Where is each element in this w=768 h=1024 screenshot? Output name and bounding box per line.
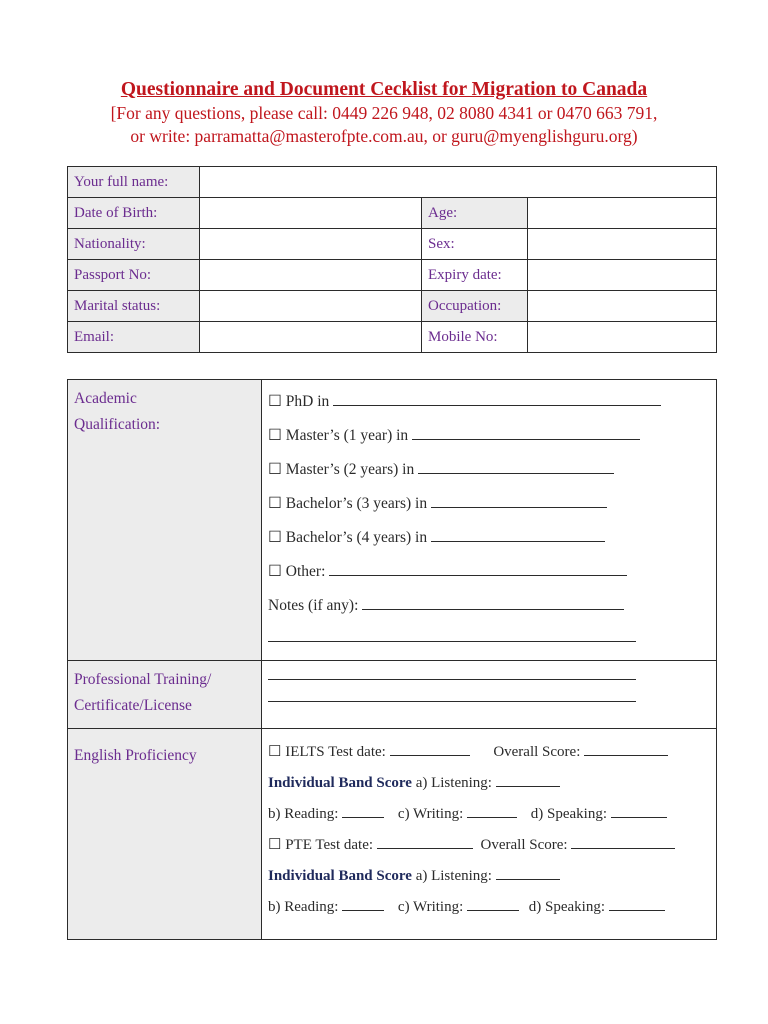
checkbox-icon[interactable]: ☐: [268, 427, 282, 444]
english-options-cell: [262, 729, 717, 940]
passport-field[interactable]: [200, 260, 422, 291]
pte-skills-row: [268, 896, 710, 918]
email-label: Email:: [68, 322, 200, 353]
ielts-band-row: [268, 772, 710, 794]
pte-speaking-label: d) Speaking:: [528, 899, 606, 915]
masters1-blank[interactable]: [412, 426, 640, 440]
table-row: [68, 229, 717, 260]
masters2-option[interactable]: [268, 458, 710, 482]
pte-reading-label: b) Reading:: [268, 899, 339, 915]
ielts-speaking-label: d) Speaking:: [530, 806, 608, 822]
academic-label-cell: [68, 380, 262, 661]
ielts-reading-blank[interactable]: [342, 804, 384, 818]
ielts-writing-blank[interactable]: [467, 804, 517, 818]
ielts-listening-label: a) Listening:: [415, 775, 492, 791]
age-label: Age:: [422, 198, 528, 229]
pte-date-label: PTE Test date:: [285, 837, 374, 853]
ielts-speaking-blank[interactable]: [611, 804, 667, 818]
notes-label: Notes (if any):: [268, 597, 359, 614]
document-title: Questionnaire and Document Cecklist for Migration to Canada: [120, 79, 648, 100]
marital-field[interactable]: [200, 291, 422, 322]
ielts-reading-label: b) Reading:: [268, 806, 339, 822]
nationality-field[interactable]: [200, 229, 422, 260]
other-option[interactable]: [268, 560, 710, 584]
phd-option[interactable]: [268, 390, 710, 414]
ielts-writing-label: c) Writing:: [397, 806, 464, 822]
checkbox-icon[interactable]: ☐: [268, 495, 282, 512]
mobile-field[interactable]: [528, 322, 717, 353]
notes-row: [268, 594, 710, 618]
ielts-band-label: Individual Band Score: [268, 775, 412, 791]
dob-field[interactable]: [200, 198, 422, 229]
english-label: English Proficiency: [74, 747, 197, 764]
pte-overall-label: Overall Score:: [480, 837, 568, 853]
training-options-cell: [262, 661, 717, 729]
full-name-label: Your full name:: [68, 167, 200, 198]
phd-blank[interactable]: [333, 392, 661, 406]
occupation-label: Occupation:: [422, 291, 528, 322]
training-line-2: [268, 687, 710, 709]
checkbox-icon[interactable]: ☐: [268, 837, 282, 853]
pte-reading-blank[interactable]: [342, 897, 384, 911]
masters1-label: Master’s (1 year) in: [285, 427, 409, 444]
ielts-date-label: IELTS Test date:: [285, 744, 386, 760]
mobile-label: Mobile No:: [422, 322, 528, 353]
other-blank[interactable]: [329, 562, 627, 576]
bachelors4-option[interactable]: [268, 526, 710, 550]
qualifications-table: [67, 379, 717, 940]
pte-speaking-blank[interactable]: [609, 897, 665, 911]
table-row: [68, 291, 717, 322]
checkbox-icon[interactable]: ☐: [268, 529, 282, 546]
pte-writing-blank[interactable]: [467, 897, 519, 911]
bachelors4-label: Bachelor’s (4 years) in: [285, 529, 428, 546]
pte-listening-blank[interactable]: [496, 866, 560, 880]
pte-date-blank[interactable]: [377, 835, 473, 849]
sex-label: Sex:: [422, 229, 528, 260]
occupation-field[interactable]: [528, 291, 717, 322]
checkbox-icon[interactable]: ☐: [268, 393, 282, 410]
training-label-line2: Certificate/License: [74, 697, 192, 714]
academic-options-cell: [262, 380, 717, 661]
ielts-date-blank[interactable]: [390, 742, 470, 756]
pte-writing-label: c) Writing:: [397, 899, 464, 915]
contact-email-line: or write: parramatta@masterofpte.com.au, or guru@myenglishguru.org): [130, 126, 638, 146]
table-row: [68, 260, 717, 291]
personal-details-table: [67, 166, 717, 353]
ielts-skills-row: [268, 803, 710, 825]
pte-band-label: Individual Band Score: [268, 868, 412, 884]
document-header: [0, 78, 768, 148]
table-row: [68, 729, 717, 940]
pte-row[interactable]: [268, 834, 710, 856]
full-name-field[interactable]: [200, 167, 717, 198]
ielts-overall-label: Overall Score:: [493, 744, 581, 760]
bachelors4-blank[interactable]: [431, 528, 605, 542]
notes-blank-2[interactable]: [268, 628, 636, 642]
email-field[interactable]: [200, 322, 422, 353]
phd-label: PhD in: [285, 393, 330, 410]
table-row: [68, 198, 717, 229]
sex-field[interactable]: [528, 229, 717, 260]
masters2-label: Master’s (2 years) in: [285, 461, 415, 478]
table-row: [68, 380, 717, 661]
training-blank-2[interactable]: [268, 688, 636, 702]
training-label-line1: Professional Training/: [74, 671, 212, 688]
bachelors3-blank[interactable]: [431, 494, 607, 508]
english-label-cell: [68, 729, 262, 940]
expiry-label: Expiry date:: [422, 260, 528, 291]
ielts-listening-blank[interactable]: [496, 773, 560, 787]
pte-overall-blank[interactable]: [571, 835, 675, 849]
checkbox-icon[interactable]: ☐: [268, 563, 282, 580]
ielts-row[interactable]: [268, 741, 710, 763]
training-blank-1[interactable]: [268, 666, 636, 680]
table-row: [68, 661, 717, 729]
notes-extra-row: [268, 626, 710, 650]
training-label-cell: [68, 661, 262, 729]
expiry-field[interactable]: [528, 260, 717, 291]
pte-listening-label: a) Listening:: [415, 868, 492, 884]
masters1-option[interactable]: [268, 424, 710, 448]
notes-blank[interactable]: [362, 596, 624, 610]
bachelors3-label: Bachelor’s (3 years) in: [285, 495, 428, 512]
table-row: [68, 167, 717, 198]
other-label: Other:: [285, 563, 326, 580]
table-row: [68, 322, 717, 353]
bachelors3-option[interactable]: [268, 492, 710, 516]
pte-band-row: [268, 865, 710, 887]
masters2-blank[interactable]: [418, 460, 614, 474]
academic-label-line1: Academic: [74, 390, 137, 407]
passport-label: Passport No:: [68, 260, 200, 291]
marital-label: Marital status:: [68, 291, 200, 322]
checkbox-icon[interactable]: ☐: [268, 461, 282, 478]
dob-label: Date of Birth:: [68, 198, 200, 229]
nationality-label: Nationality:: [68, 229, 200, 260]
ielts-overall-blank[interactable]: [584, 742, 668, 756]
training-line-1: [268, 665, 710, 687]
academic-label-line2: Qualification:: [74, 416, 161, 433]
contact-phone-line: [For any questions, please call: 0449 226 948, 02 8080 4341 or 0470 663 791,: [110, 103, 658, 123]
checkbox-icon[interactable]: ☐: [268, 744, 282, 760]
age-field[interactable]: [528, 198, 717, 229]
